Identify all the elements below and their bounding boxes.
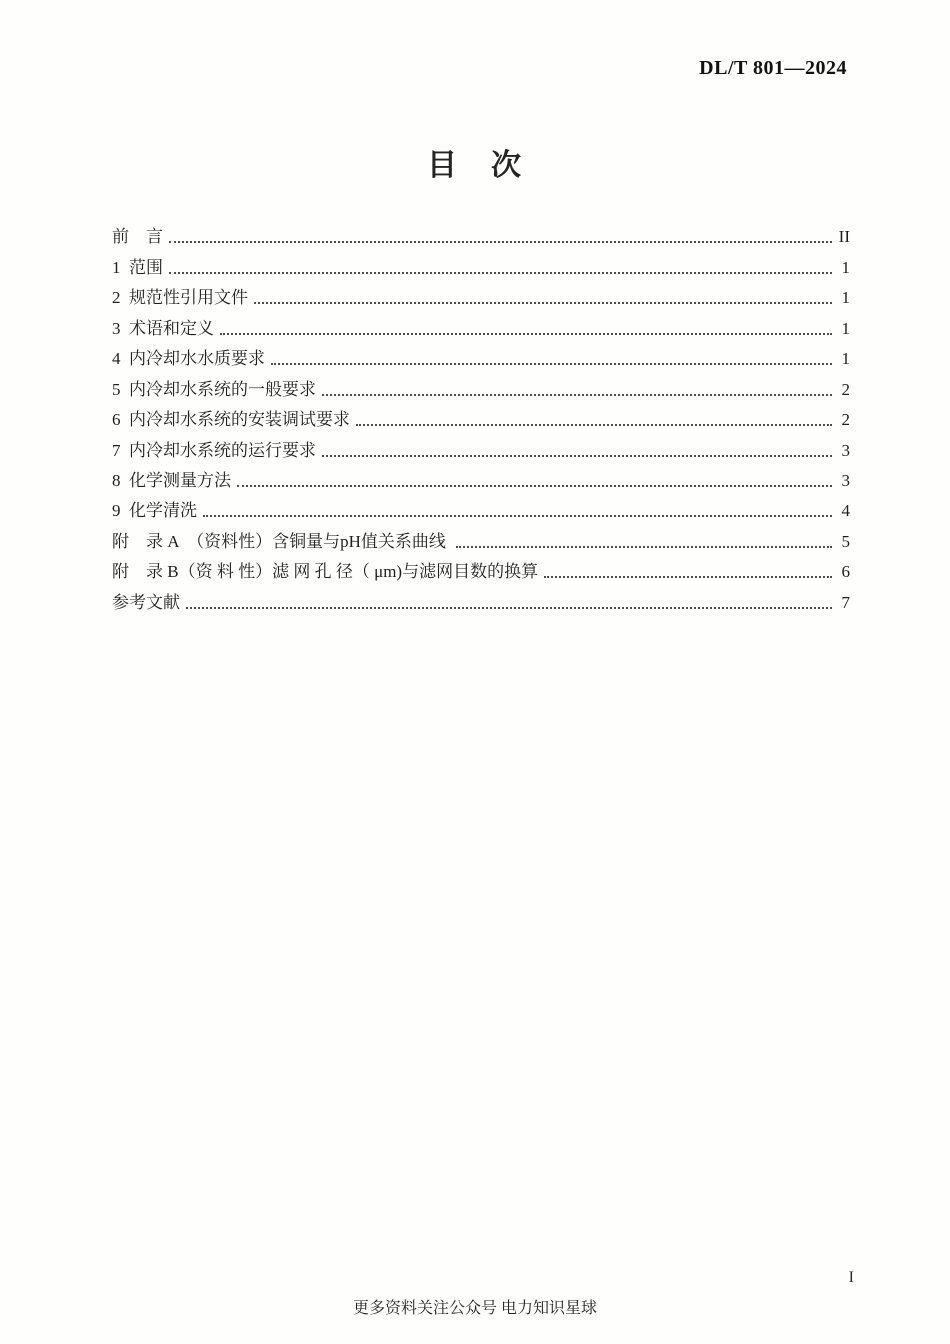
toc-entry-label: 6 内冷却水系统的安装调试要求 [112,410,350,430]
dot-leader [254,302,832,304]
toc-entry-page: 3 [841,440,850,460]
toc-list [112,218,850,614]
toc-entry-page: II [838,227,850,247]
toc-entry-page: 2 [841,410,850,430]
toc-entry-appendix-a[interactable] [112,522,850,552]
toc-entry-references[interactable] [112,583,850,613]
dot-leader [456,546,832,548]
toc-entry-foreword[interactable] [112,218,850,248]
toc-entry-page: 1 [841,349,850,369]
dot-leader [220,333,832,335]
toc-entry-4-water-quality[interactable] [112,340,850,370]
footer-note: 更多资料关注公众号 电力知识星球 [352,1300,597,1317]
toc-entry-8-chemical-measurement[interactable] [112,462,850,492]
standard-number: DL/T 801—2024 [699,57,847,79]
toc-entry-page: 6 [841,562,850,582]
dot-leader [169,272,832,274]
toc-entry-appendix-b[interactable] [112,553,850,583]
toc-entry-5-general-requirements[interactable] [112,370,850,400]
toc-entry-page: 5 [841,531,850,551]
toc-entry-label: 3 术语和定义 [112,318,214,338]
dot-leader [356,424,832,426]
toc-entry-3-terms-definitions[interactable] [112,309,850,339]
dot-leader [322,394,832,396]
dot-leader [203,515,832,517]
toc-entry-label: 参考文献 [112,592,180,612]
toc-entry-6-installation-commissioning[interactable] [112,401,850,431]
toc-entry-page: 1 [841,257,850,277]
dot-leader [322,455,832,457]
dot-leader [186,607,832,609]
toc-entry-label: 4 内冷却水水质要求 [112,349,265,369]
toc-entry-page: 1 [841,288,850,308]
toc-entry-label: 5 内冷却水系统的一般要求 [112,379,316,399]
page-number: I [848,1269,854,1286]
dot-leader [237,485,832,487]
toc-entry-page: 7 [841,592,850,612]
dot-leader [271,363,832,365]
toc-entry-7-operation-requirements[interactable] [112,431,850,461]
toc-entry-2-normative-references[interactable] [112,279,850,309]
toc-entry-label: 2 规范性引用文件 [112,288,248,308]
toc-entry-page: 1 [841,318,850,338]
toc-entry-label: 9 化学清洗 [112,501,197,521]
toc-entry-1-scope[interactable] [112,248,850,278]
dot-leader [544,576,832,578]
toc-entry-label: 1 范围 [112,257,163,277]
toc-entry-page: 3 [841,470,850,490]
page-title: 目 次 [427,149,523,182]
toc-entry-label: 附 录 A （资料性）含铜量与pH值关系曲线 [112,531,451,551]
toc-entry-9-chemical-cleaning[interactable] [112,492,850,522]
toc-entry-label: 7 内冷却水系统的运行要求 [112,440,316,460]
toc-entry-page: 4 [841,501,850,521]
toc-entry-label: 前 言 [112,227,163,247]
toc-entry-page: 2 [841,379,850,399]
toc-entry-label: 附 录 B（资 料 性）滤 网 孔 径（ μm)与滤网目数的换算 [112,562,539,582]
toc-entry-label: 8 化学测量方法 [112,470,231,490]
dot-leader [169,241,832,243]
